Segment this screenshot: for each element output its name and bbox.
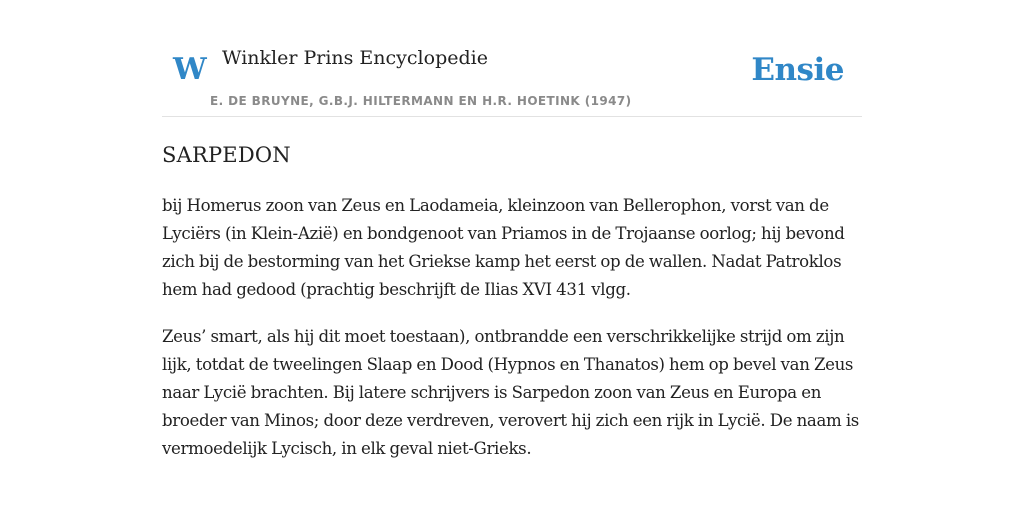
encyclopedia-header — [162, 40, 862, 117]
ensie-logo[interactable]: Ensie — [751, 52, 844, 88]
entry-title: SARPEDON — [162, 143, 291, 167]
publication-authors: E. DE BRUYNE, G.B.J. HILTERMANN EN H.R. HOETINK (1947) — [210, 94, 632, 108]
winkler-prins-logo[interactable]: W — [173, 52, 207, 87]
entry-paragraph-2: Zeus’ smart, als hij dit moet toestaan), ontbrandde een verschrikkelijke strijd om zijn lijk, totdat de tweelingen Slaap en Dood (Hypnos en Thanatos) hem op bevel van Zeus naar Lycië brachten. Bij latere schrijvers is Sarpedon zoon van Zeus en Europa en broeder van Minos; door deze verdreven, verovert hij zich een rijk in Lycië. De naam is vermoedelijk Lycisch, in elk geval niet-Grieks. — [162, 327, 859, 458]
article — [162, 140, 862, 463]
publication-title[interactable]: Winkler Prins Encyclopedie — [222, 47, 488, 69]
entry-paragraph-1: bij Homerus zoon van Zeus en Laodameia, kleinzoon van Bellerophon, vorst van de Lyciërs (in Klein-Azië) en bondgenoot van Priamos in de Trojaanse oorlog; hij bevond zich bij de bestorming van het Griekse kamp het eerst op de wallen. Nadat Patroklos hem had gedood (prachtig beschrijft de Ilias XVI 431 vlgg. — [162, 196, 845, 299]
